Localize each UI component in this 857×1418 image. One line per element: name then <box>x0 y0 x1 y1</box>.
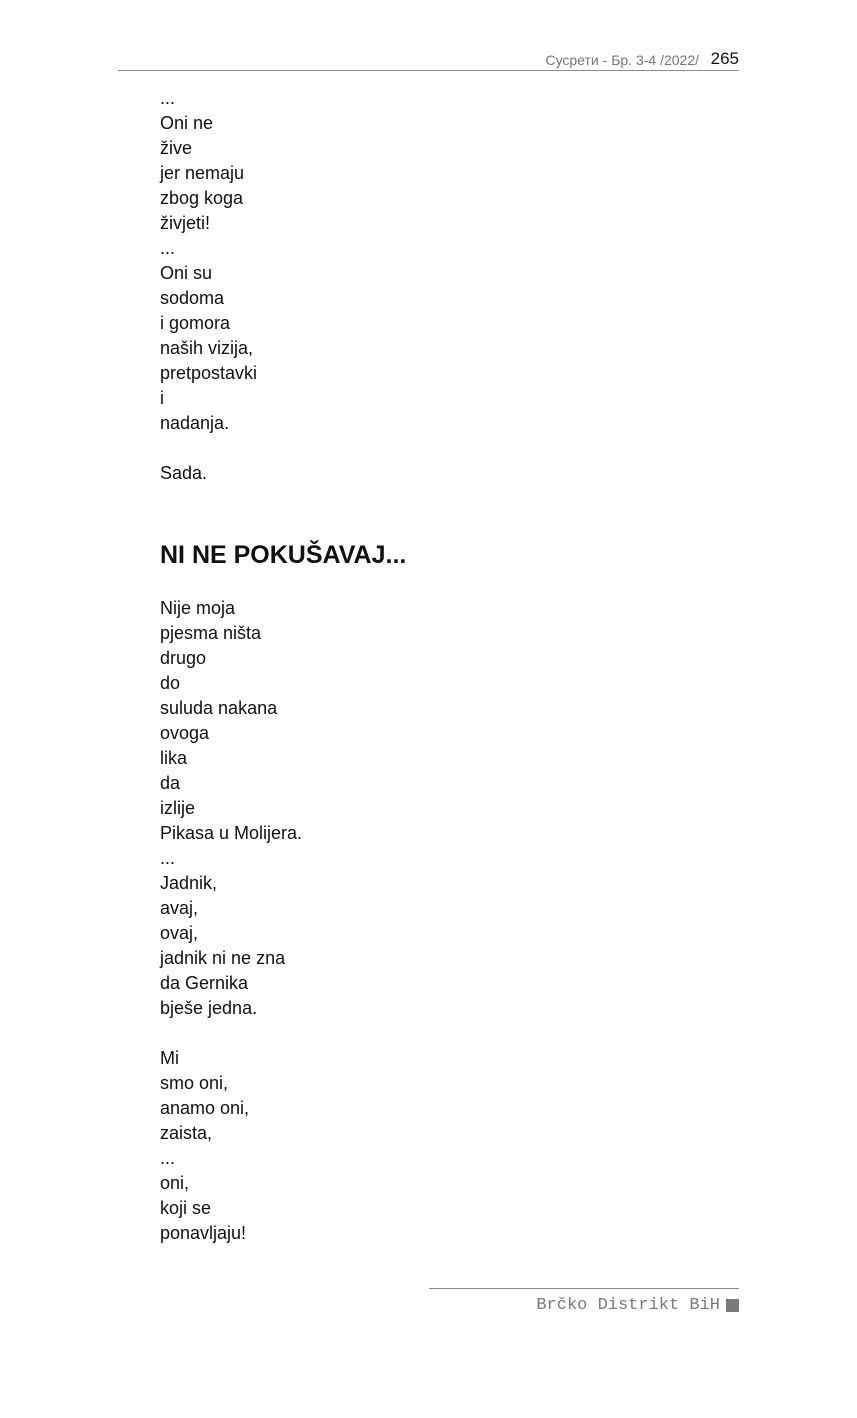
poem-line: pretpostavki <box>160 363 258 383</box>
poem-line: Nije moja <box>160 598 236 618</box>
poem-line: anamo oni, <box>160 1098 250 1118</box>
poem-line: ... <box>160 1148 176 1168</box>
poem-line: zaista, <box>160 1123 213 1143</box>
poem-line: i gomora <box>160 313 231 333</box>
page-header <box>118 48 739 71</box>
footer-divider <box>429 1288 739 1289</box>
poem-line: zbog koga <box>160 188 244 208</box>
poem-line: do <box>160 673 181 693</box>
page-footer <box>536 1296 739 1315</box>
poem-body <box>160 596 302 1246</box>
poem-line: pjesma ništa <box>160 623 262 643</box>
poem-line: Mi <box>160 1048 179 1068</box>
square-icon <box>726 1299 739 1312</box>
poem-line: ... <box>160 238 176 258</box>
poem-line <box>160 1021 302 1046</box>
poem-line: Pikasa u Molijera. <box>160 823 303 843</box>
footer-label: Brčko Distrikt BiH <box>536 1296 720 1315</box>
poem-line: Sada. <box>160 463 208 483</box>
poem-line <box>160 436 257 461</box>
poem-line: nadanja. <box>160 413 230 433</box>
poem-line: Jadnik, <box>160 873 218 893</box>
poem-line: ponavljaju! <box>160 1223 247 1243</box>
poem-line: Oni ne <box>160 113 214 133</box>
poem-line: drugo <box>160 648 207 668</box>
poem-line: sodoma <box>160 288 225 308</box>
poem-line: ... <box>160 88 176 108</box>
poem-line: naših vizija, <box>160 338 254 358</box>
poem-line: ovaj, <box>160 923 199 943</box>
poem-line: jer nemaju <box>160 163 245 183</box>
poem-line: smo oni, <box>160 1073 229 1093</box>
poem-line: da <box>160 773 181 793</box>
poem-line: živjeti! <box>160 213 211 233</box>
poem-line: lika <box>160 748 188 768</box>
poem-line: izlije <box>160 798 196 818</box>
poem-line: koji se <box>160 1198 212 1218</box>
page-number: 265 <box>710 49 739 68</box>
poem-line: bješe jedna. <box>160 998 258 1018</box>
poem-continued <box>160 86 257 486</box>
poem-line: i <box>160 388 164 408</box>
poem-line: ... <box>160 848 176 868</box>
poem-line: da Gernika <box>160 973 249 993</box>
poem-line: oni, <box>160 1173 190 1193</box>
poem-line: Oni su <box>160 263 213 283</box>
poem-line: avaj, <box>160 898 199 918</box>
poem-line: jadnik ni ne zna <box>160 948 286 968</box>
poem-line: ovoga <box>160 723 210 743</box>
journal-name: Сусрети - Бр. 3-4 /2022/ <box>545 52 699 68</box>
poem-line: žive <box>160 138 193 158</box>
poem-line: suluda nakana <box>160 698 278 718</box>
poem-title: NI NE POKUŠAVAJ... <box>160 541 407 569</box>
